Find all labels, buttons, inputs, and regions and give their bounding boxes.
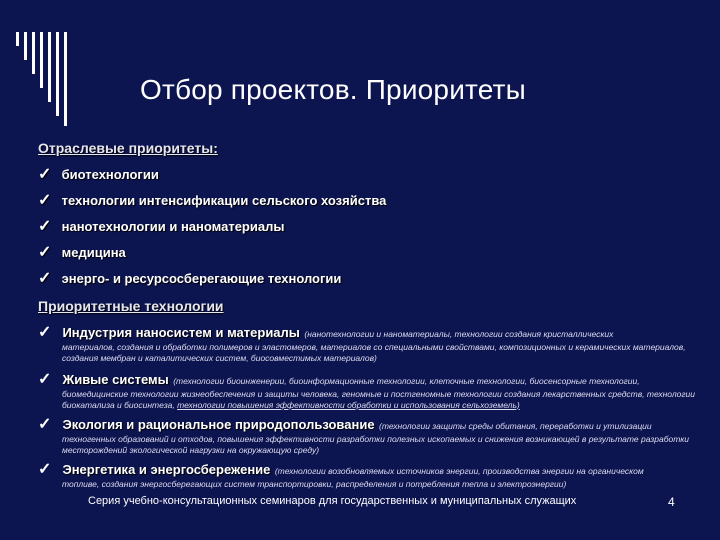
sector-priorities-heading: Отраслевые приоритеты: bbox=[38, 140, 218, 156]
slide-content bbox=[38, 140, 698, 490]
priority-item bbox=[38, 369, 698, 410]
priority-item bbox=[38, 322, 698, 363]
checkmark-icon: ✓ bbox=[38, 192, 52, 209]
checkmark-icon: ✓ bbox=[38, 244, 52, 261]
priority-item-title: Энергетика и энергосбережение bbox=[62, 462, 271, 477]
checkmark-icon: ✓ bbox=[38, 461, 52, 478]
priority-item-note: (нанотехнологии и наноматериалы, технологии создания кристаллических bbox=[304, 329, 614, 339]
priority-item-note: (технологии биоинженерии, биоинформационные технологии, клеточные технологии, биосенсорные технологии, bbox=[173, 376, 640, 386]
sector-item: ✓ энерго- и ресурсосберегающие технологии bbox=[38, 270, 342, 287]
checkmark-icon: ✓ bbox=[38, 166, 52, 183]
priority-item-note-cont: материалов, создания и обработки полимеров и эластомеров, материалов со специальными свойствами, композиционных и керамических материалов, создания мембран и каталитических систем, биосовместимых материалов) bbox=[62, 342, 686, 363]
checkmark-icon: ✓ bbox=[38, 416, 52, 433]
checkmark-icon: ✓ bbox=[38, 218, 52, 235]
page-number: 4 bbox=[668, 495, 675, 509]
priority-item bbox=[38, 459, 698, 490]
sector-item: ✓ технологии интенсификации сельского хозяйства bbox=[38, 192, 387, 209]
priority-item bbox=[38, 414, 698, 455]
priority-item-title: Экология и рациональное природопользование bbox=[62, 417, 375, 432]
checkmark-icon: ✓ bbox=[38, 371, 52, 388]
priority-item-note: (технологии возобновляемых источников энергии, производства энергии на органическом bbox=[274, 466, 644, 476]
priority-item-title: Живые системы bbox=[62, 372, 169, 387]
priority-item-note-cont: техногенных образований и отходов, повышения эффективности разработки полезных ископаемых и снижения возникающей в результате разработки месторождений экологической нагрузки на окружающую среду) bbox=[62, 434, 690, 455]
checkmark-icon: ✓ bbox=[38, 324, 52, 341]
sector-item: ✓ медицина bbox=[38, 244, 126, 261]
footer-text: Серия учебно-консультационных семинаров для государственных и муниципальных служащих bbox=[88, 495, 577, 507]
checkmark-icon: ✓ bbox=[38, 270, 52, 287]
priority-item-note: (технологии защиты среды обитания, переработки и утилизации bbox=[379, 421, 652, 431]
sector-item: ✓ биотехнологии bbox=[38, 166, 159, 183]
priority-item-note-underlined: технологии повышения эффективности обработки и использования сельхоземель) bbox=[177, 399, 520, 410]
priority-item-title: Индустрия наносистем и материалы bbox=[62, 325, 300, 340]
priority-technologies-heading: Приоритетные технологии bbox=[38, 298, 224, 314]
priority-item-note-cont: биомедицинские технологии жизнеобеспечения и защиты человека, геномные и постгеномные технологии создания лекарственных средств, технологии биокатализа и биосинтеза, технологии повышения эффективности обработки и использования сельхоземель) bbox=[62, 389, 695, 410]
sector-item: ✓ нанотехнологии и наноматериалы bbox=[38, 218, 285, 235]
priority-item-note-cont: топливе, создания энергосберегающих систем транспортировки, распределения и потребления тепла и электроэнергии) bbox=[62, 479, 567, 489]
slide-title: Отбор проектов. Приоритеты bbox=[140, 74, 526, 105]
